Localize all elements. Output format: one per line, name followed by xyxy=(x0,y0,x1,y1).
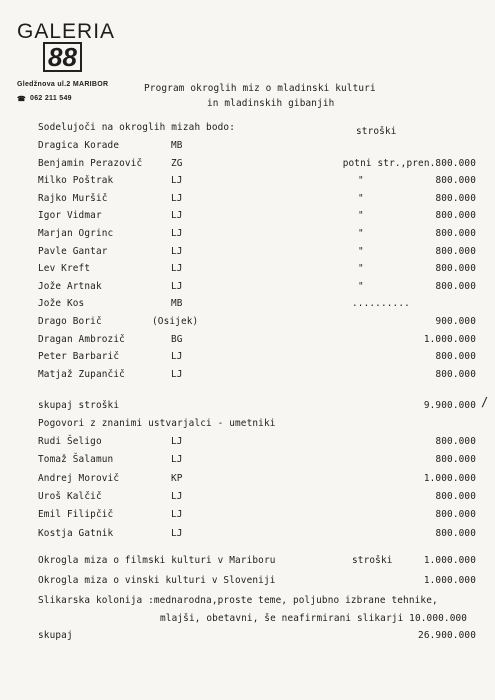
row-name: Jože Artnak xyxy=(38,280,102,292)
row-cost: 800.000 xyxy=(435,351,476,363)
row-name: Dragan Ambrozič xyxy=(38,333,125,345)
row-name: Marjan Ogrinc xyxy=(38,228,114,239)
row-city-code: LJ xyxy=(171,263,183,275)
title-line-2: in mladinskih gibanjih xyxy=(207,98,335,109)
row-name: Andrej Morovič xyxy=(38,472,120,484)
row-city-code: LJ xyxy=(171,192,183,204)
film-table-line: Okrogla miza o filmski kulturi v Mariboru xyxy=(38,555,276,566)
row-cost: 800.000 xyxy=(435,454,476,466)
row-city-code: LJ xyxy=(171,368,183,380)
film-table-cost: 1.000.000 xyxy=(423,555,476,566)
row-city-code: LJ xyxy=(171,527,183,539)
logo-word-galeria: GALERIA xyxy=(17,20,116,43)
row-name: Tomaž Šalamun xyxy=(38,454,114,466)
row-name: Igor Vidmar xyxy=(38,210,102,222)
row-name: Jože Kos xyxy=(38,298,85,310)
row-city-code: KP xyxy=(171,472,183,484)
row-name: Benjamin Perazovič xyxy=(38,157,143,169)
intro-line: Sodelujoči na okroglih mizah bodo: xyxy=(38,122,236,133)
pencil-mark: / xyxy=(481,395,489,409)
film-table-cost-label: stroški xyxy=(352,555,393,566)
ditto-mark: " xyxy=(358,210,364,222)
row-cost: 1.000.000 xyxy=(423,472,476,484)
ditto-mark: " xyxy=(358,245,364,257)
title-line-1: Program okroglih miz o mladinski kulturi xyxy=(144,83,376,94)
row-cost: .......... xyxy=(352,298,410,310)
row-cost: 800.000 xyxy=(435,228,476,239)
row-cost: 800.000 xyxy=(435,527,476,539)
total-label: skupaj xyxy=(38,630,73,641)
row-city-code: LJ xyxy=(171,490,183,502)
wine-table-cost: 1.000.000 xyxy=(423,575,476,586)
row-name: Rudi Šeligo xyxy=(38,436,102,447)
ditto-mark: " xyxy=(358,280,364,292)
costs-header: stroški xyxy=(356,126,397,137)
row-cost: 800.000 xyxy=(435,509,476,521)
ditto-mark: " xyxy=(358,263,364,275)
row-cost: 800.000 xyxy=(435,245,476,257)
colony-line-1: Slikarska kolonija :mednarodna,proste teme, poljubno izbrane tehnike, xyxy=(38,595,438,606)
galeria-88-logo xyxy=(17,20,116,74)
row-cost: 900.000 xyxy=(435,316,476,327)
row-name: Emil Filipčič xyxy=(38,509,114,521)
total-value: 26.900.000 xyxy=(418,630,476,641)
row-city-code: LJ xyxy=(171,351,183,363)
row-cost: 800.000 xyxy=(435,368,476,380)
subtotal-label: skupaj stroški xyxy=(38,400,120,411)
subtotal-value: 9.900.000 xyxy=(423,400,476,411)
row-name: Drago Borič xyxy=(38,316,102,327)
row-cost: 800.000 xyxy=(435,490,476,502)
letterhead-address: Gledžnova ul.2 MARIBOR xyxy=(17,81,109,88)
row-city-code: LJ xyxy=(171,175,183,187)
logo-number-88: 88 xyxy=(43,42,82,72)
talks-header: Pogovori z znanimi ustvarjalci - umetniki xyxy=(38,418,276,429)
phone-icon: ☎ xyxy=(17,96,27,103)
row-cost: 800.000 xyxy=(435,192,476,204)
wine-table-line: Okrogla miza o vinski kulturi v Sloveniji xyxy=(38,575,276,586)
row-city-code: LJ xyxy=(171,454,183,466)
row-name: Kostja Gatnik xyxy=(38,527,114,539)
row-cost: 800.000 xyxy=(435,210,476,222)
row-city-code: MB xyxy=(171,298,183,310)
row-city-code: MB xyxy=(171,140,183,151)
row-cost: 800.000 xyxy=(435,436,476,447)
ditto-mark: " xyxy=(358,175,364,187)
row-city-code: LJ xyxy=(171,280,183,292)
row-city-code: LJ xyxy=(171,245,183,257)
row-name: Rajko Muršič xyxy=(38,192,108,204)
row-city-code: LJ xyxy=(171,228,183,239)
row-cost: potni str.,pren.800.000 xyxy=(342,157,476,169)
row-cost: 800.000 xyxy=(435,175,476,187)
row-city-code: LJ xyxy=(171,210,183,222)
row-name: Matjaž Zupančič xyxy=(38,368,125,380)
letterhead-phone: 062 211 549 xyxy=(30,95,72,102)
ditto-mark: " xyxy=(358,192,364,204)
colony-line-2: mlajši, obetavni, še neafirmirani slikarji 10.000.000 xyxy=(160,613,468,624)
row-name: Milko Poštrak xyxy=(38,175,114,187)
row-city-code: LJ xyxy=(171,509,183,521)
row-city-code: LJ xyxy=(171,436,183,447)
row-name: Lev Kreft xyxy=(38,263,91,275)
row-city-code: ZG xyxy=(171,157,183,169)
ditto-mark: " xyxy=(358,228,364,239)
row-name: Pavle Gantar xyxy=(38,245,108,257)
row-name: Dragica Korade xyxy=(38,140,120,151)
row-name: Peter Barbarič xyxy=(38,351,120,363)
row-city-code: (Osijek) xyxy=(152,316,199,327)
row-city-code: BG xyxy=(171,333,183,345)
row-cost: 1.000.000 xyxy=(423,333,476,345)
row-name: Uroš Kalčič xyxy=(38,490,102,502)
row-cost: 800.000 xyxy=(435,280,476,292)
row-cost: 800.000 xyxy=(435,263,476,275)
